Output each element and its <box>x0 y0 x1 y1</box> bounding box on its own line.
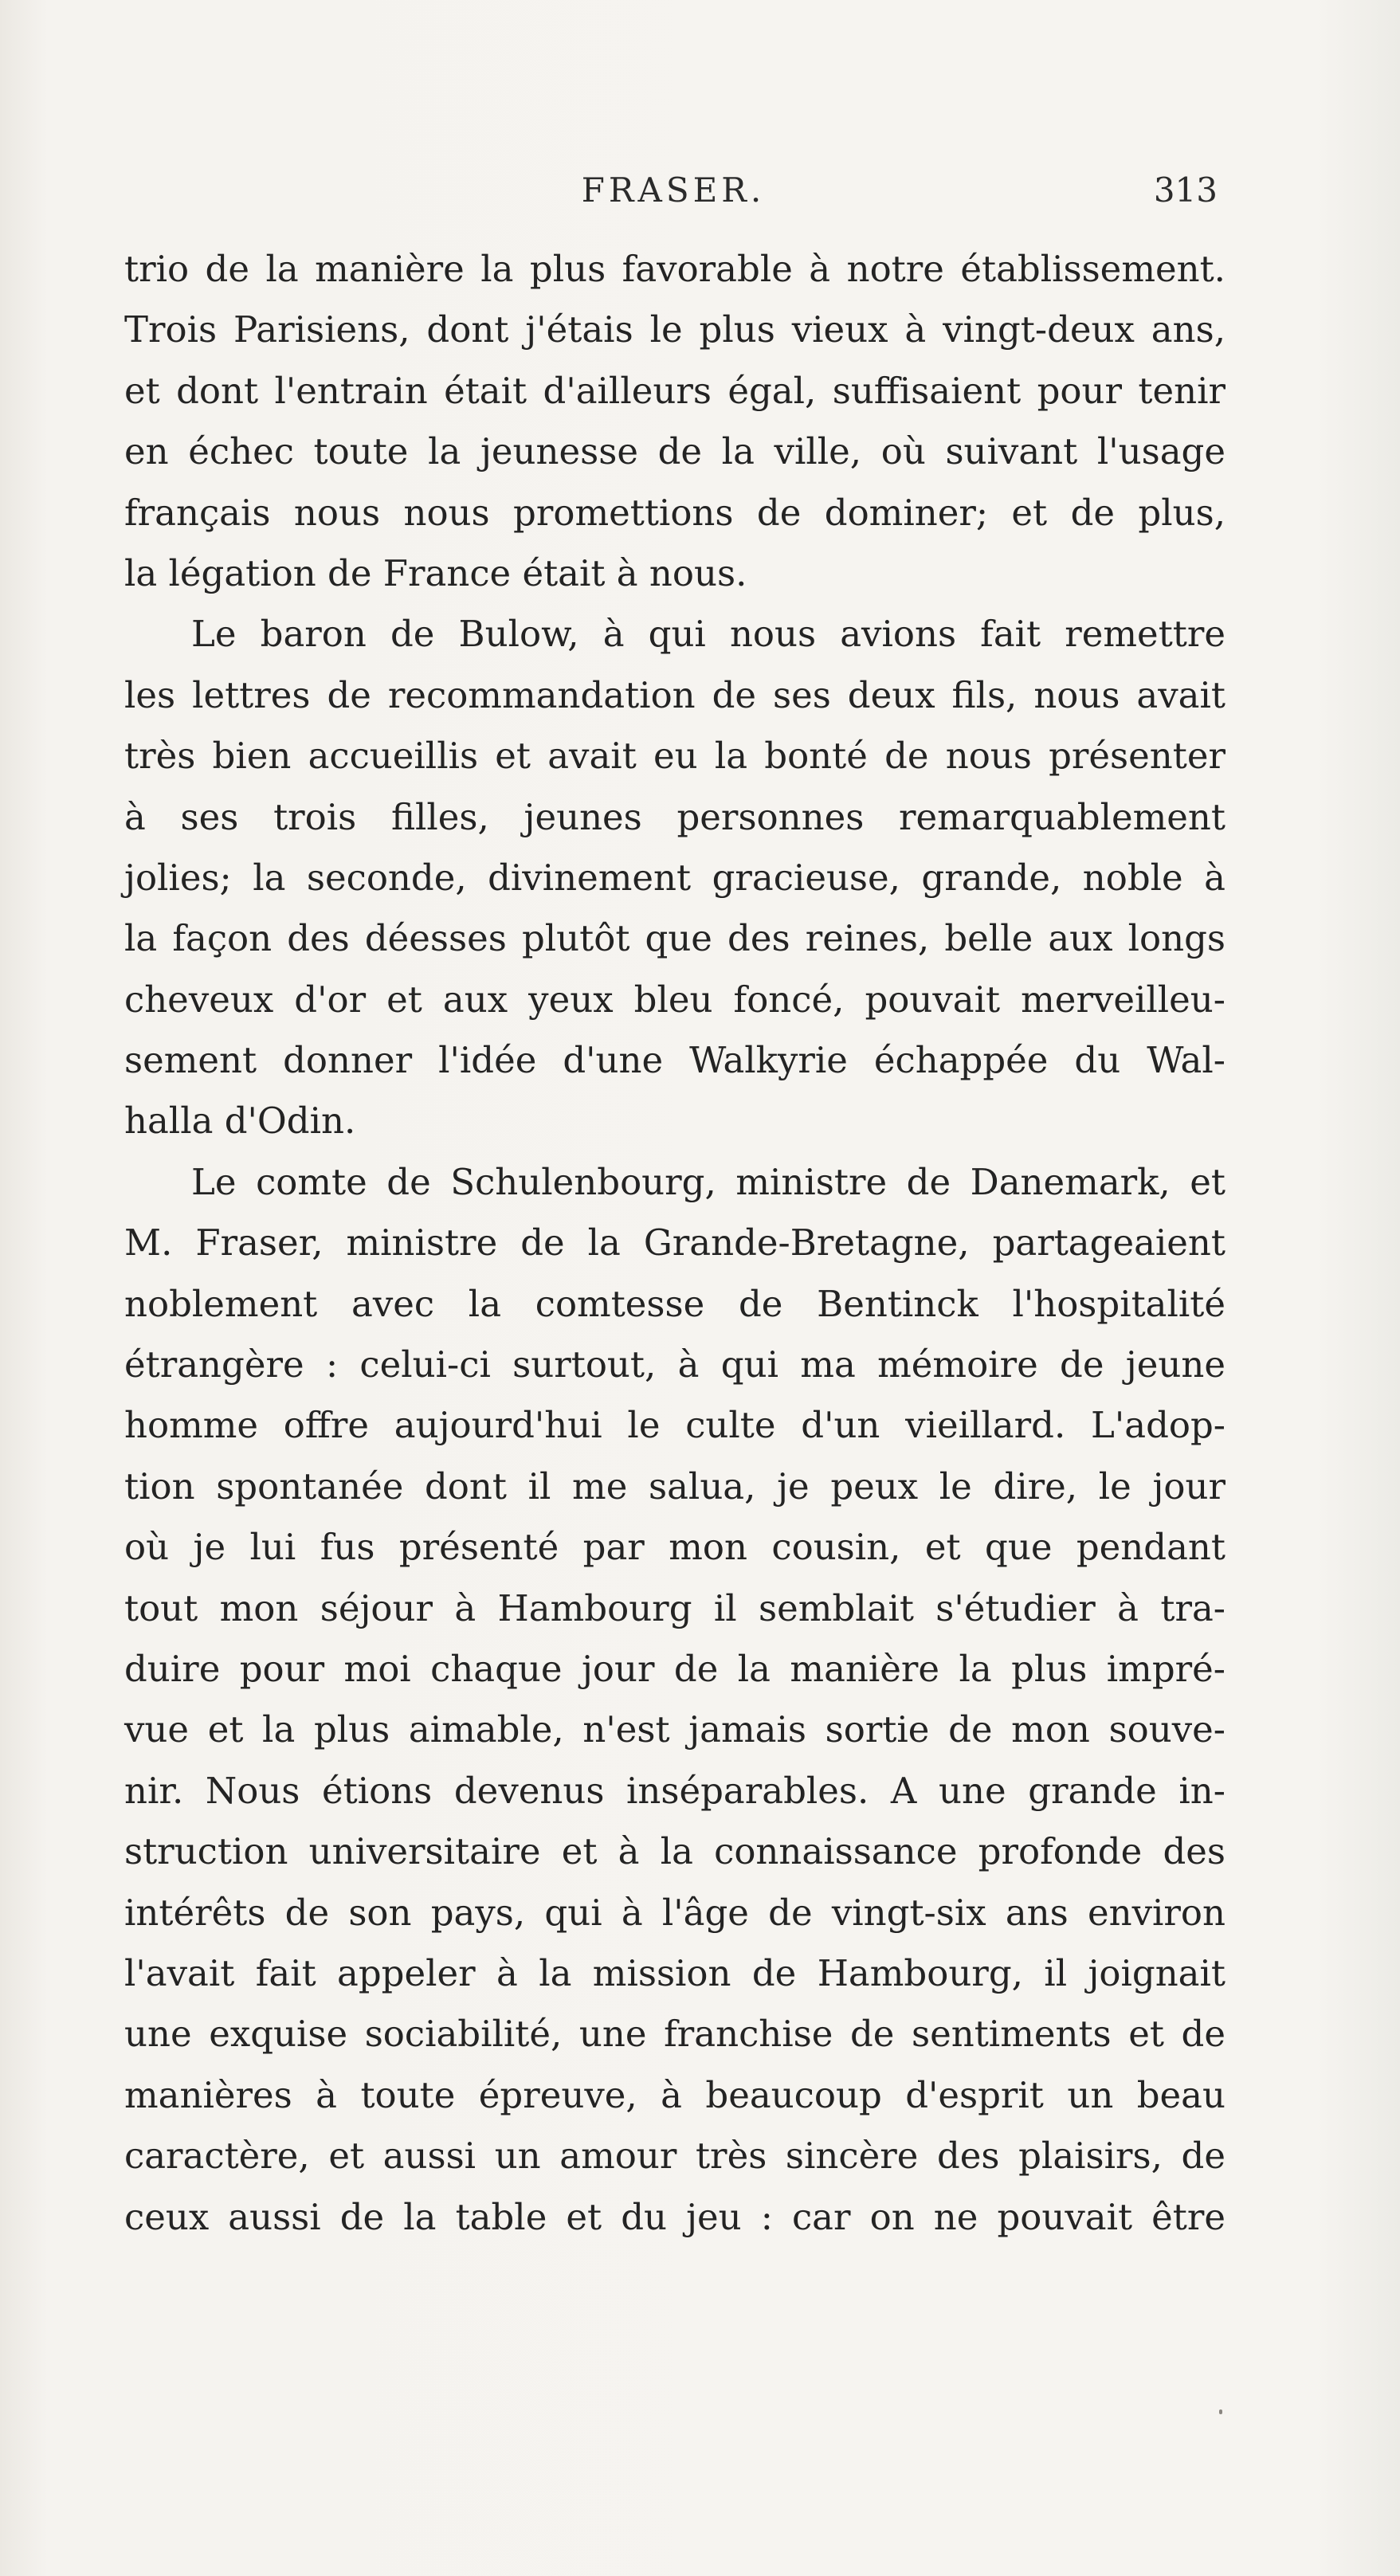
text-line: vue et la plus aimable, n'est jamais sortie de mon souve- <box>124 1708 1225 1751</box>
text-line: à ses trois filles, jeunes personnes remarquablement <box>124 795 1225 838</box>
text-line: sement donner l'idée d'une Walkyrie échappée du Wal- <box>124 1039 1225 1082</box>
page-header <box>120 159 1227 223</box>
text-line: intérêts de son pays, qui à l'âge de vingt-six ans environ <box>124 1891 1225 1934</box>
page-number: 313 <box>1153 171 1218 210</box>
text-line: nir. Nous étions devenus inséparables. A une grande in- <box>124 1769 1225 1812</box>
text-line: trio de la manière la plus favorable à notre établissement. <box>124 248 1225 290</box>
text-line: en échec toute la jeunesse de la ville, où suivant l'usage <box>124 430 1225 473</box>
text-line: jolies; la seconde, divinement gracieuse, grande, noble à <box>124 856 1225 899</box>
text-line: noblement avec la comtesse de Bentinck l'hospitalité <box>124 1282 1225 1325</box>
text-line: où je lui fus présenté par mon cousin, et que pendant <box>124 1526 1225 1569</box>
text-line: struction universitaire et à la connaissance profonde des <box>124 1830 1225 1873</box>
paper-speck <box>1219 2409 1222 2414</box>
text-line: manières à toute épreuve, à beaucoup d'esprit un beau <box>124 2073 1225 2116</box>
text-line: français nous nous promettions de dominer; et de plus, <box>124 491 1225 534</box>
text-line: cheveux d'or et aux yeux bleu foncé, pouvait merveilleu- <box>124 978 1225 1021</box>
text-line: une exquise sociabilité, une franchise de sentiments et de <box>124 2013 1225 2056</box>
text-line: caractère, et aussi un amour très sincère des plaisirs, de <box>124 2135 1225 2178</box>
text-line: la légation de France était à nous. <box>124 551 747 594</box>
text-line: tion spontanée dont il me salua, je peux le dire, le jour <box>124 1464 1225 1508</box>
text-line: l'avait fait appeler à la mission de Hambourg, il joignait <box>124 1951 1225 1994</box>
text-line: M. Fraser, ministre de la Grande-Bretagne, partageaient <box>124 1221 1225 1264</box>
text-line: duire pour moi chaque jour de la manière la plus impré- <box>124 1647 1225 1690</box>
text-line: Trois Parisiens, dont j'étais le plus vieux à vingt-deux ans, <box>124 308 1225 351</box>
body-text <box>124 239 1225 2248</box>
text-line: homme offre aujourd'hui le culte d'un vieillard. L'adop- <box>124 1404 1225 1447</box>
text-line: ceux aussi de la table et du jeu : car on ne pouvait être <box>124 2195 1225 2238</box>
text-line: les lettres de recommandation de ses deux fils, nous avait <box>124 673 1225 716</box>
paragraph-first-line: Le baron de Bulow, à qui nous avions fait remettre <box>191 613 1225 656</box>
text-line: halla d'Odin. <box>124 1100 356 1143</box>
text-line: très bien accueillis et avait eu la bonté de nous présenter <box>124 735 1225 778</box>
text-line: tout mon séjour à Hambourg il semblait s'étudier à tra- <box>124 1586 1225 1629</box>
text-line: la façon des déesses plutôt que des reines, belle aux longs <box>124 917 1225 960</box>
text-line: étrangère : celui-ci surtout, à qui ma mémoire de jeune <box>124 1343 1225 1386</box>
running-title: FRASER. <box>581 171 766 210</box>
text-line: et dont l'entrain était d'ailleurs égal, suffisaient pour tenir <box>124 369 1225 412</box>
paragraph-first-line: Le comte de Schulenbourg, ministre de Danemark, et <box>191 1160 1225 1203</box>
